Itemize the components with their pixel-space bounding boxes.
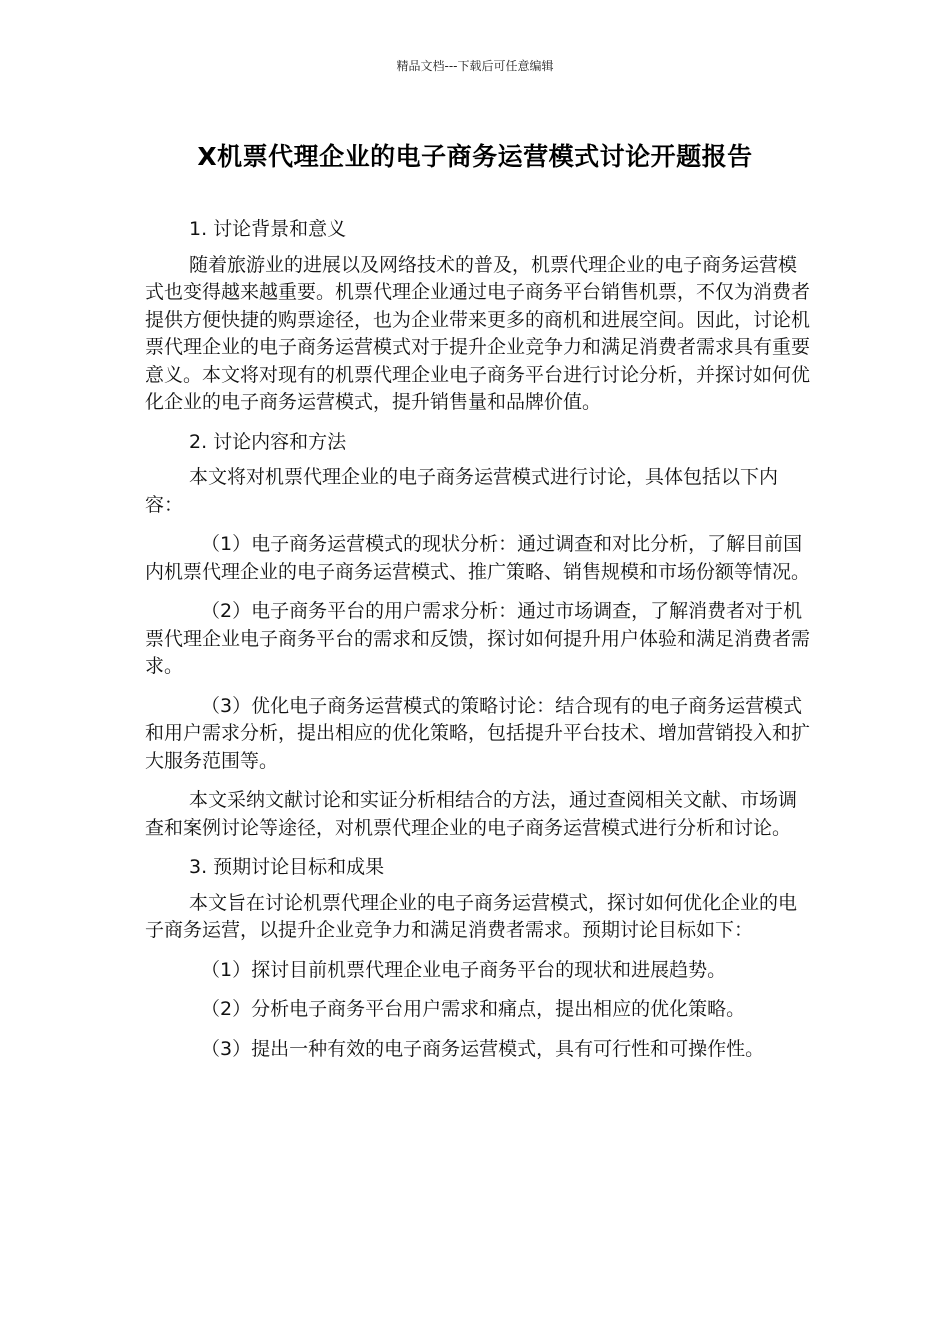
section-heading: 1. 讨论背景和意义 <box>189 218 347 240</box>
list-item: （1）电子商务运营模式的现状分析：通过调查和对比分析，了解目前国内机票代理企业的电子商务运营模式、推广策略、销售规模和市场份额等情况。 <box>145 533 811 583</box>
body-paragraph: 本文旨在讨论机票代理企业的电子商务运营模式，探讨如何优化企业的电子商务运营，以提升企业竞争力和满足消费者需求。预期讨论目标如下： <box>145 891 798 941</box>
body-paragraph: 本文采纳文献讨论和实证分析相结合的方法，通过查阅相关文献、市场调查和案例讨论等途径，对机票代理企业的电子商务运营模式进行分析和讨论。 <box>145 789 798 839</box>
header-note: 精品文档---下载后可任意编辑 <box>396 59 554 73</box>
list-item: （2）分析电子商务平台用户需求和痛点，提出相应的优化策略。 <box>201 998 746 1020</box>
list-item: （3）提出一种有效的电子商务运营模式，具有可行性和可操作性。 <box>201 1037 765 1060</box>
document-title: X机票代理企业的电子商务运营模式讨论开题报告 <box>197 142 753 171</box>
body-paragraph: 随着旅游业的进展以及网络技术的普及，机票代理企业的电子商务运营模式也变得越来越重要。机票代理企业通过电子商务平台销售机票，不仅为消费者提供方便快捷的购票途径，也为企业带来更多的商机和进展空间。因此，讨论机票代理企业的电子商务运营模式对于提升企业竞争力和满足消费者需求具有重要意义。本文将对现有的机票代理企业电子商务平台进行讨论分析，并探讨如何优化企业的电子商务运营模式，提升销售量和品牌价值。 <box>145 253 811 413</box>
list-item: （3）优化电子商务运营模式的策略讨论：结合现有的电子商务运营模式和用户需求分析，提出相应的优化策略，包括提升平台技术、增加营销投入和扩大服务范围等。 <box>145 694 811 772</box>
list-item: （2）电子商务平台的用户需求分析：通过市场调查，了解消费者对于机票代理企业电子商务平台的需求和反馈，探讨如何提升用户体验和满足消费者需求。 <box>145 600 811 677</box>
section-heading: 2. 讨论内容和方法 <box>189 430 347 453</box>
list-item: （1）探讨目前机票代理企业电子商务平台的现状和进展趋势。 <box>201 958 727 981</box>
document-body <box>145 216 810 1075</box>
body-paragraph: 本文将对机票代理企业的电子商务运营模式进行讨论，具体包括以下内容： <box>145 466 779 516</box>
section-heading: 3. 预期讨论目标和成果 <box>189 856 385 878</box>
